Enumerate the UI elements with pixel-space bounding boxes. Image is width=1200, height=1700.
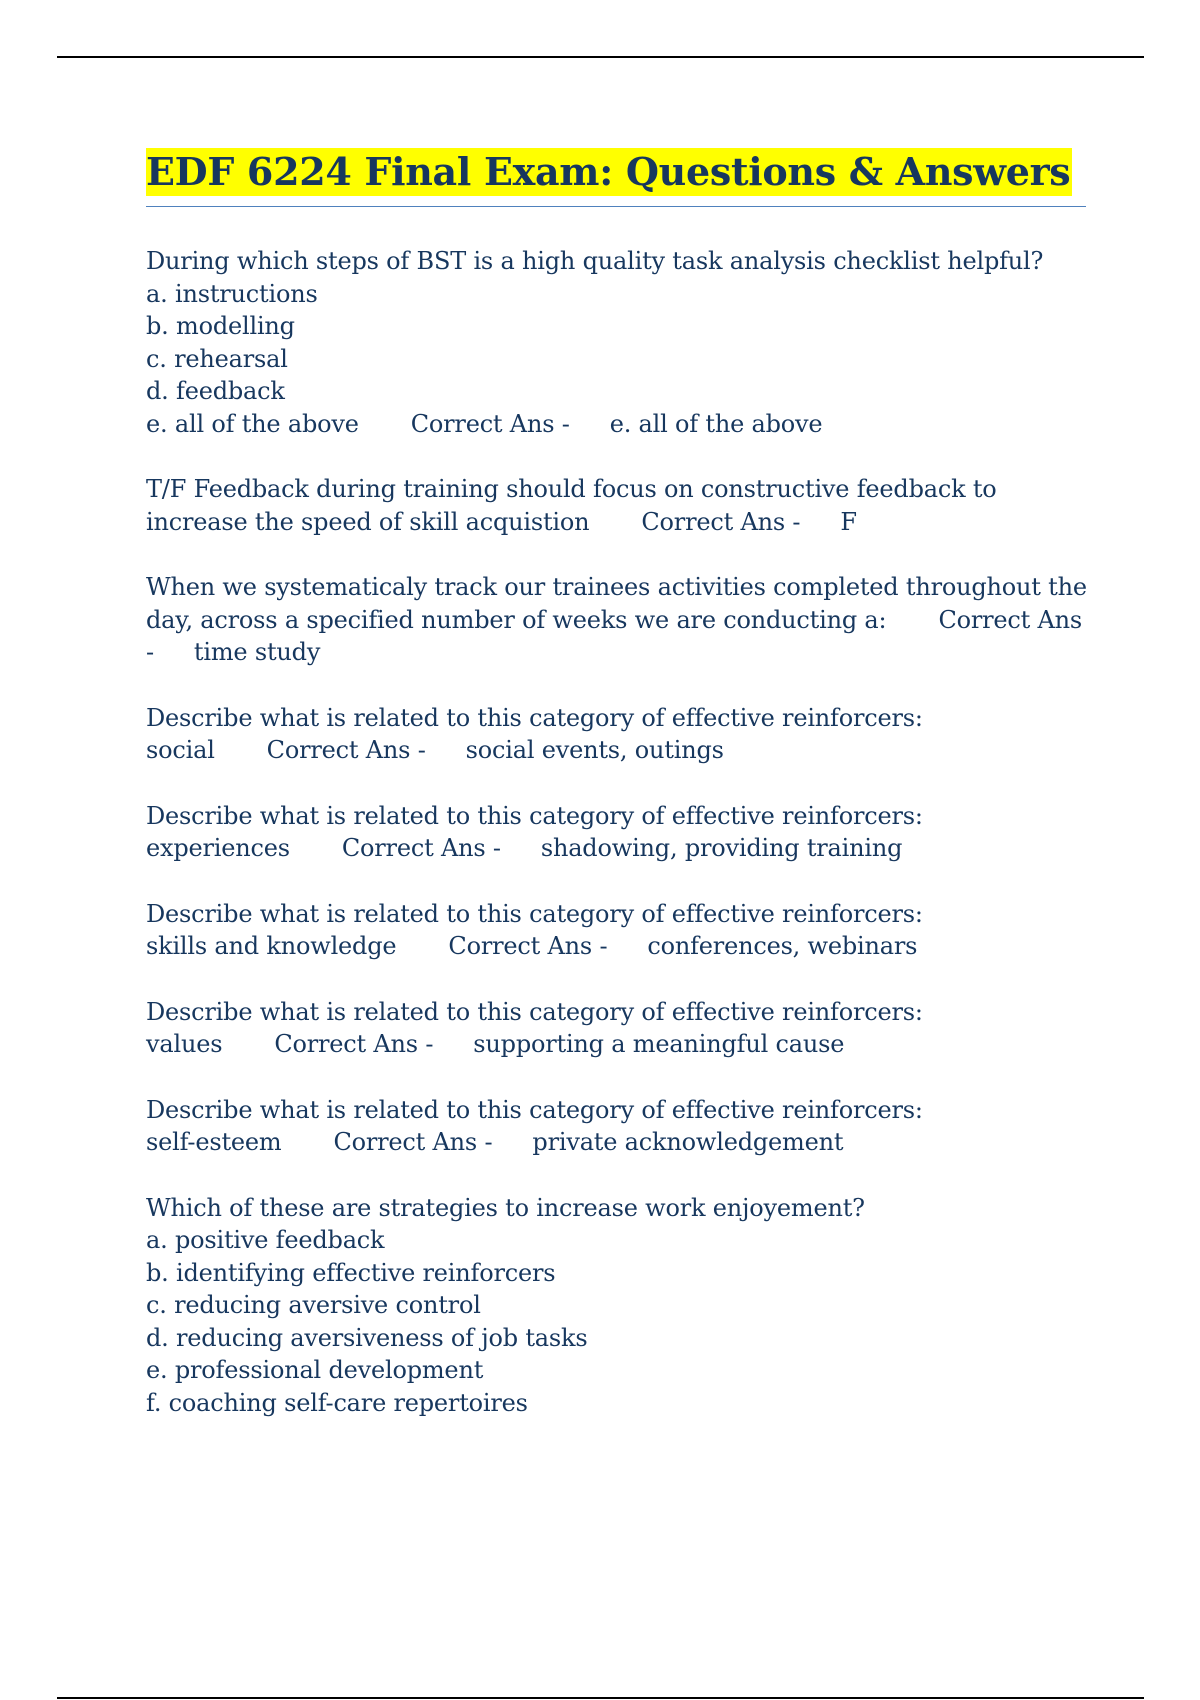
answer-line [146,1028,1086,1061]
option: a. instructions [146,279,318,308]
answer-dash: - [146,638,154,666]
qa-item [146,800,1086,865]
option: b. identifying effective reinforcers [146,1258,556,1287]
answer-text: time study [193,638,321,666]
option: a. positive feedback [146,1226,385,1254]
question-tail: self-esteem [146,1128,282,1156]
document-title: EDF 6224 Final Exam: Questions & Answers [146,149,1071,194]
answer-dash: - [792,507,801,536]
answer-text: shadowing, providing training [540,834,903,862]
answer-line [146,734,1086,767]
answer-line [146,832,1086,865]
answer-line [146,636,1086,669]
answer-label: Correct Ans [641,507,785,536]
answer-dash: - [425,1030,434,1058]
question-text: Describe what is related to this category of effective reinforcers: [146,703,923,732]
question-tail: experiences [146,834,290,862]
question-text: Describe what is related to this category of effective reinforcers: [146,997,923,1026]
option: d. reducing aversiveness of job tasks [146,1323,588,1352]
question-tail: increase the speed of skill acquistion [146,507,590,536]
option: c. rehearsal [146,344,288,373]
answer-label: Correct Ans [410,409,555,438]
option: b. modelling [146,312,295,340]
answer-line [146,930,1086,963]
question-text: Which of these are strategies to increase work enjoyement? [146,1193,865,1222]
answer-text: F [840,507,857,536]
qa-item [146,245,1086,440]
answer-dash: - [484,1128,493,1156]
question-tail: day, across a specified number of weeks we are conducting a: [146,605,887,634]
answer-text: conferences, webinars [647,932,918,960]
question-text: T/F Feedback during training should focus on constructive feedback to [146,475,997,503]
answer-text: social events, outings [465,736,724,764]
footer-rule [57,1697,1144,1699]
option: d. feedback [146,377,285,405]
option: f. coaching self-care repertoires [146,1388,528,1417]
answer-label: Correct Ans [266,736,411,764]
question-text: Describe what is related to this category of effective reinforcers: [146,801,923,830]
qa-list [146,245,1086,1419]
header-rule [57,56,1144,58]
option: e. all of the above [146,409,359,438]
qa-item [146,1192,1086,1420]
answer-dash: - [599,932,608,960]
question-tail: skills and knowledge [146,932,397,960]
answer-label: Correct Ans [341,834,486,862]
answer-line [146,1126,1086,1159]
qa-item [146,1094,1086,1159]
answer-label: Correct Ans [274,1030,418,1058]
answer-text: supporting a meaningful cause [473,1030,845,1058]
option: c. reducing aversive control [146,1291,481,1319]
question-tail: social [146,736,215,764]
qa-item [146,571,1086,669]
qa-item [146,898,1086,963]
question-tail: values [146,1030,223,1058]
answer-label: Correct Ans [938,605,1083,634]
answer-line [146,506,1086,539]
answer-dash: - [561,409,570,438]
question-text: When we systematicaly track our trainees activities completed throughout the [146,573,1087,601]
qa-item [146,996,1086,1061]
option: e. professional development [146,1356,484,1384]
answer-text: e. all of the above [609,409,823,438]
answer-label: Correct Ans [333,1128,478,1156]
answer-dash: - [492,834,501,862]
title-block [146,148,1086,207]
question-text: During which steps of BST is a high quality task analysis checklist helpful? [146,247,1044,275]
answer-line [146,408,1086,441]
answer-label: Correct Ans [448,932,592,960]
question-text: Describe what is related to this category of effective reinforcers: [146,899,923,928]
qa-item [146,702,1086,767]
question-line [146,604,1086,637]
answer-dash: - [417,736,426,764]
answer-text: private acknowledgement [532,1128,844,1156]
question-text: Describe what is related to this category of effective reinforcers: [146,1095,923,1124]
document-body [146,148,1086,1452]
qa-item [146,473,1086,538]
